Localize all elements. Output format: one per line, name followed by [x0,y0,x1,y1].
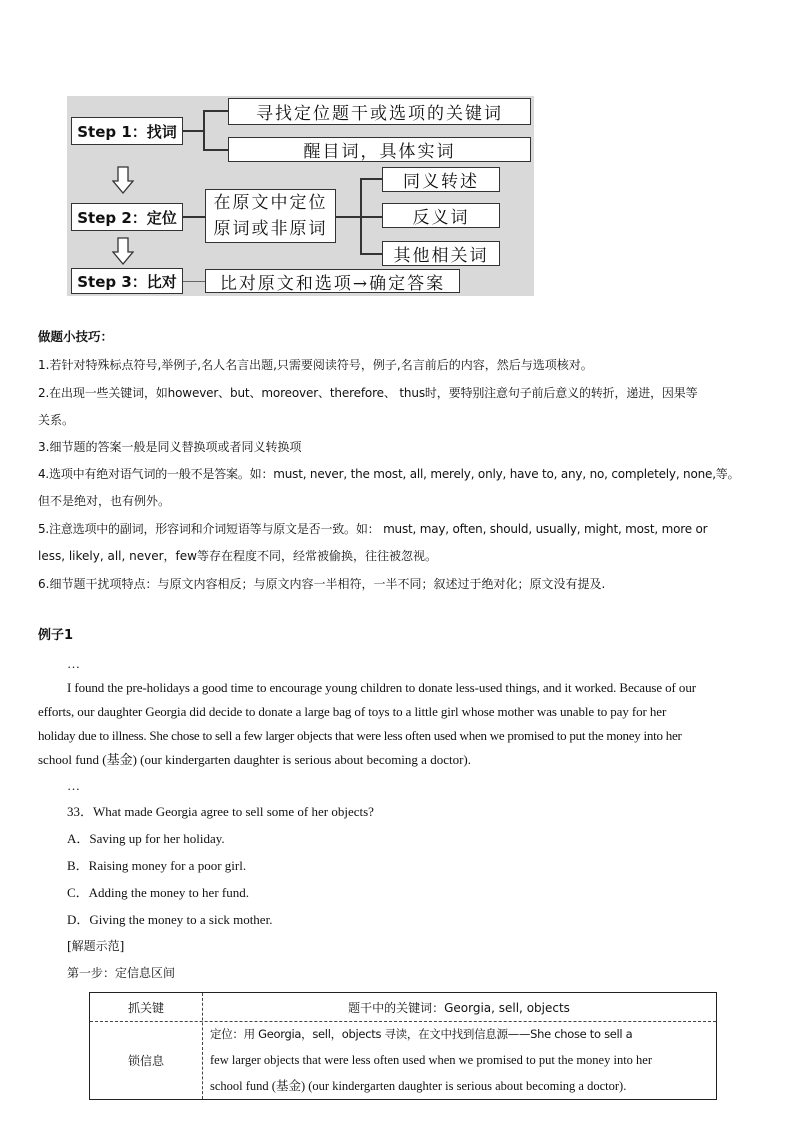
tip-5-line1: 5.注意选项中的副词，形容词和介词短语等与原文是否一致。如： must, may, often, should, usually, might, most, more or [38,522,708,536]
demo-heading: [解题示范] [67,939,125,953]
down-arrow-icon [112,237,134,265]
table-cell: 抓关键 [127,1000,164,1015]
tips-title: 做题小技巧： [38,329,114,344]
step1-box-content-words: 醒目词，具体实词 [228,137,531,162]
tip-6: 6.细节题干扰项特点：与原文内容相反；与原文内容一半相符，一半不同；叙述过于绝对化；原文没有提及. [38,577,606,591]
tip-4-line2: 但不是绝对，也有例外。 [38,494,171,508]
connector [203,110,228,112]
table-cell: 锁信息 [127,1053,164,1068]
connector [183,281,205,282]
connector [183,130,203,132]
tip-2-line1: 2.在出现一些关键词，如however、but、moreover、therefore、 thus时，要特别注意句子前后意义的转折，递进，因果等 [38,386,698,400]
down-arrow-icon [112,166,134,194]
ellipsis: … [67,656,80,671]
table-cell: 题干中的关键词：Georgia, sell, objects [348,1000,570,1015]
connector [360,216,382,218]
tip-2-line2: 关系。 [38,413,75,427]
step2-synonym-box: 同义转述 [382,167,500,192]
option-c: C．Adding the money to her fund. [67,885,249,900]
step2-locate-box [205,189,336,243]
step2-locate-line1: 在原文中定位 [213,193,328,213]
step2-locate-line2: 原词或非原词 [213,219,328,239]
flow-diagram [67,96,534,296]
connector [336,216,360,218]
tip-3: 3.细节题的答案一般是同义替换项或者同义转换项 [38,440,302,454]
passage-line: efforts, our daughter Georgia did decide to donate a large bag of toys to a little girl whose mother was unable to pay for her [38,704,667,719]
option-d: D．Giving the money to a sick mother. [67,912,273,927]
option-b: B．Raising money for a poor girl. [67,858,247,873]
connector [360,178,382,180]
connector [203,149,228,151]
step2-label: Step 2：定位 [71,203,183,231]
passage-line: school fund (基金) (our kindergarten daughter is serious about becoming a doctor). [38,752,471,767]
tip-1: 1.若针对特殊标点符号,举例子,名人名言出题,只需要阅读符号，例子,名言前后的内容，然后与选项核对。 [38,358,593,372]
table-cell-line: school fund (基金) (our kindergarten daughter is serious about becoming a doctor). [210,1079,627,1093]
step2-antonym-box: 反义词 [382,203,500,228]
table-cell-line: 定位：用 Georgia，sell，objects 寻读，在文中找到信息源——She chose to sell a [210,1027,633,1041]
step-heading: 第一步：定信息区间 [67,966,176,980]
step1-label: Step 1：找词 [71,117,183,145]
step3-label: Step 3：比对 [71,268,183,294]
table-cell-line: few larger objects that were less often used when we promised to put the money into her [210,1053,653,1067]
option-a: A．Saving up for her holiday. [67,831,225,846]
table-cell [210,1021,714,1099]
connector [360,253,382,255]
ellipsis: … [67,778,80,793]
step1-box-keyword: 寻找定位题干或选项的关键词 [228,98,531,125]
passage-line: I found the pre-holidays a good time to encourage young children to donate less-used things, and it worked. Because of our [67,680,696,695]
tip-4-line1: 4.选项中有绝对语气词的一般不是答案。如：must, never, the most, all, merely, only, have to, any, no, completely, none,等。 [38,467,740,481]
example-title: 例子1 [38,628,74,643]
info-table [89,992,717,1100]
connector [183,216,205,218]
tip-5-line2: less, likely, all, never，few等存在程度不同，经常被偷换，往往被忽视。 [38,549,437,563]
question: 33．What made Georgia agree to sell some of her objects? [67,804,374,819]
step2-related-box: 其他相关词 [382,241,500,266]
passage-line: holiday due to illness. She chose to sell a few larger objects that were less often used when we promised to put the money into her [38,728,682,743]
step3-compare-box: 比对原文和选项→确定答案 [205,269,460,293]
connector [203,110,205,150]
